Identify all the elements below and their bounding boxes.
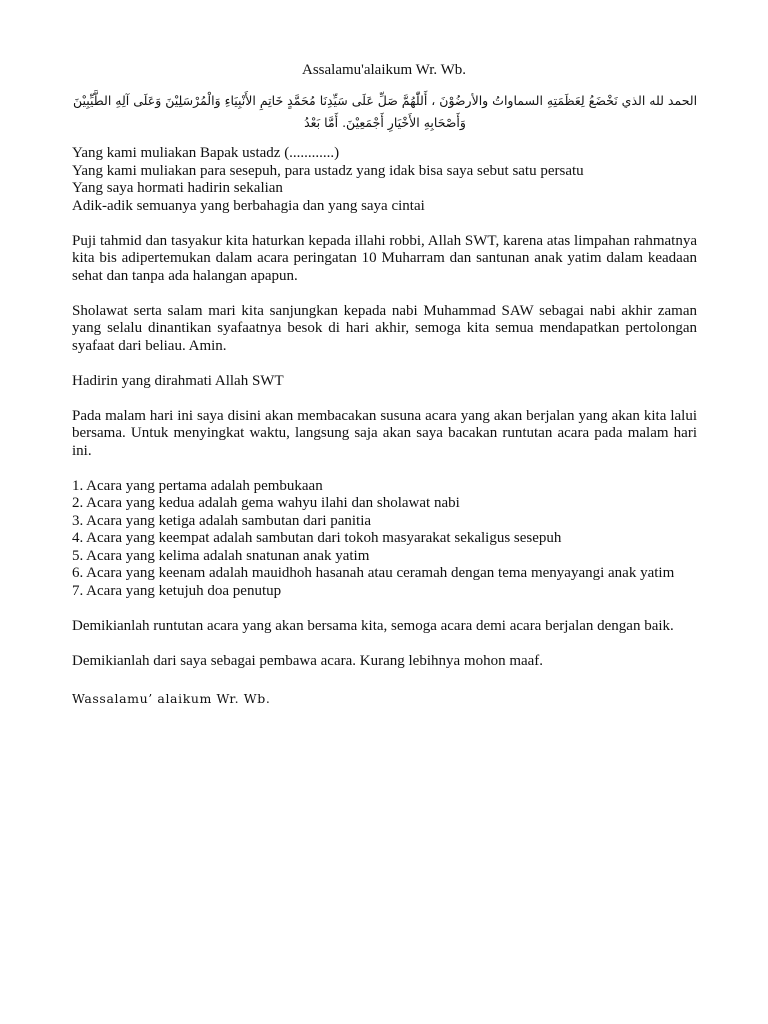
arabic-opening-prayer: الحمد لله الذي نَخْضَعُ لِعَظَمَتِهِ السماواتُ والأرضُوْنَ ، أَللّٰهُمَّ صَلِّ عَلَى سَيِّدِنَا مُحَمَّدٍ خَاتِمِ الأَنْبِيَاءِ وَالْمُرْسَلِيْنَ وَعَلَى آلِهِ الطَّيِّبِيْنَ وَأَصْحَابِهِ الأَخْيَارِ أَجْمَعِيْنَ. أَمَّا بَعْدُ bbox=[72, 93, 698, 130]
agenda-item: 4. Acara yang keempat adalah sambutan dari tokoh masyarakat sekaligus sesepuh bbox=[72, 530, 562, 546]
closing-paragraph: Demikianlah runtutan acara yang akan bersama kita, semoga acara demi acara berjalan dengan baik. bbox=[72, 617, 674, 634]
address-line: Hadirin yang dirahmati Allah SWT bbox=[72, 372, 284, 389]
agenda-list bbox=[72, 478, 697, 601]
apology-paragraph: Demikianlah dari saya sebagai pembawa acara. Kurang lebihnya mohon maaf. bbox=[72, 652, 544, 669]
agenda-item: 7. Acara yang ketujuh doa penutup bbox=[72, 582, 282, 599]
greeting-line: Yang kami muliakan Bapak ustadz (............) bbox=[72, 145, 340, 161]
agenda-item: 2. Acara yang kedua adalah gema wahyu ilahi dan sholawat nabi bbox=[72, 495, 460, 511]
praise-paragraph: Puji tahmid dan tasyakur kita haturkan kepada illahi robbi, Allah SWT, karena atas limpahan rahmatnya kita bis adipertemukan dalam acara peringatan 10 Muharram dan santunan anak yatim dalam keadaan sehat dan tanpa ada halangan apapun. bbox=[72, 232, 697, 284]
agenda-item: 5. Acara yang kelima adalah snatunan anak yatim bbox=[72, 547, 370, 564]
agenda-item: 1. Acara yang pertama adalah pembukaan bbox=[72, 477, 323, 494]
intro-paragraph: Pada malam hari ini saya disini akan membacakan susuna acara yang akan berjalan yang akan kita lalui bersama. Untuk menyingkat waktu, langsung saja akan saya bacakan runtutan acara pada malam hari ini. bbox=[72, 407, 697, 459]
greeting-line: Yang kami muliakan para sesepuh, para ustadz yang idak bisa saya sebut satu persatu bbox=[72, 162, 584, 179]
greeting-line: Adik-adik semuanya yang berbahagia dan yang saya cintai bbox=[72, 197, 425, 214]
document-body bbox=[72, 145, 697, 707]
document-title: Assalamu'alaikum Wr. Wb. bbox=[301, 62, 467, 78]
agenda-item: 6. Acara yang keenam adalah mauidhoh hasanah atau ceramah dengan tema menyayangi anak yatim bbox=[72, 565, 675, 581]
agenda-item: 3. Acara yang ketiga adalah sambutan dari panitia bbox=[72, 512, 372, 529]
greeting-line: Yang saya hormati hadirin sekalian bbox=[72, 180, 283, 196]
greetings-block bbox=[72, 145, 697, 215]
sholawat-paragraph: Sholawat serta salam mari kita sanjungkan kepada nabi Muhammad SAW sebagai nabi akhir zaman yang selalu dinantikan syafaatnya besok di hari akhir, semoga kita semua mendapatkan pertolongan syafaat dari beliau. Amin. bbox=[72, 302, 697, 354]
closing-salutation: Wassalamu’ alaikum Wr. Wb. bbox=[72, 690, 271, 706]
